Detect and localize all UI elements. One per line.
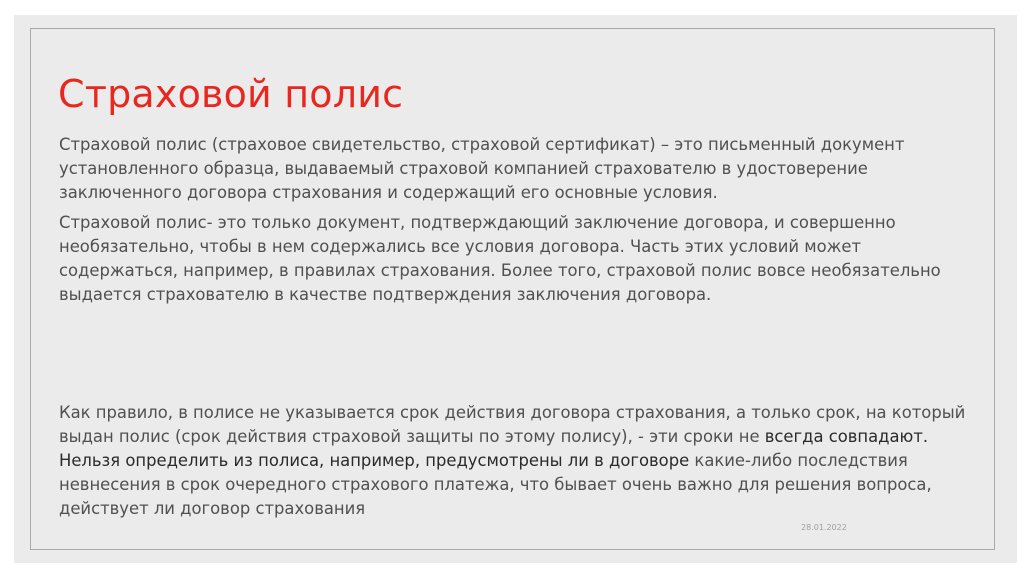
paragraph-term-note-part-2: всегда совпадают. Нельзя определить из полиса, например, предусмотрены ли в договоре bbox=[59, 427, 929, 470]
paragraph-term-note-part-3: какие-либо последствия невнесения в срок очередного страхового платежа, что бывает очень важно для решения вопроса, действует ли договор страхования bbox=[59, 451, 932, 518]
slide-body bbox=[59, 133, 959, 313]
slide-title: Страховой полис bbox=[58, 72, 404, 116]
paragraph-term-note-part-1: Как правило, в полисе не указывается срок действия договора страхования, а только срок, на который выдан полис (срок действия страховой защиты по этому полису), - эти сроки не bbox=[59, 403, 966, 446]
slide-date: 28.01.2022 bbox=[801, 523, 847, 532]
slide bbox=[14, 15, 1017, 563]
paragraph-term-note bbox=[59, 401, 974, 521]
paragraph-document-note: Страховой полис- это только документ, подтверждающий заключение договора, и совершенно необязательно, чтобы в нем содержались все условия договора. Часть этих условий может содержаться, например, в правилах страхования. Более того, страховой полис вовсе необязательно выдается страхователю в качестве подтверждения заключения договора. bbox=[59, 213, 941, 304]
paragraph-definition: Страховой полис (страховое свидетельство, страховой сертификат) – это письменный документ установленного образца, выдаваемый страховой компанией страхователю в удостоверение заключенного договора страхования и содержащий его основные условия. bbox=[59, 135, 905, 202]
